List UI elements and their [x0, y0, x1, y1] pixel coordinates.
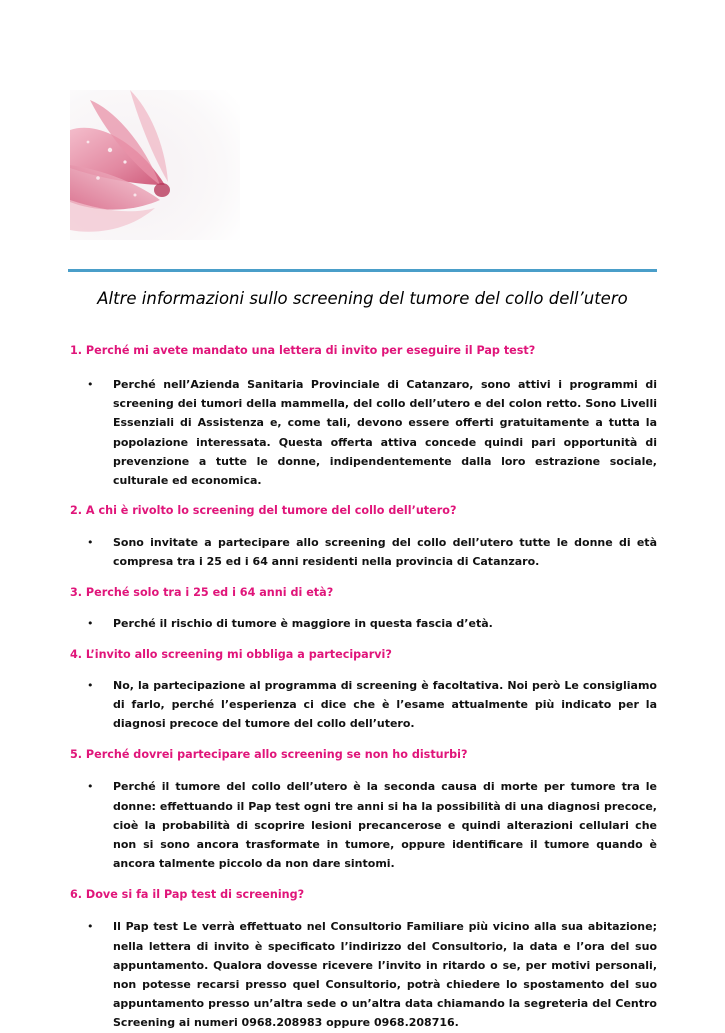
bullet-icon: •	[87, 920, 94, 934]
header-divider	[68, 269, 657, 272]
bullet-icon: •	[87, 780, 94, 794]
faq-question-4: 4. L’invito allo screening mi obbliga a parteciparvi?	[70, 647, 392, 661]
faq-answer-text: No, la partecipazione al programma di screening è facoltativa. Noi però Le consigliamo di farlo, perché l’esperienza ci dice che è l’esame attualmente più indicato per la diagnosi precoce del tumore del collo dell’utero.	[113, 678, 657, 731]
faq-answer-1	[70, 375, 657, 490]
bullet-icon: •	[87, 616, 94, 630]
faq-answer-text: Sono invitate a partecipare allo screening del collo dell’utero tutte le donne di età compresa tra i 25 ed i 64 anni residenti nella provincia di Catanzaro.	[113, 536, 657, 569]
faq-question-5: 5. Perché dovrei partecipare allo screening se non ho disturbi?	[70, 748, 468, 762]
bullet-icon: •	[87, 678, 94, 692]
faq-section	[70, 342, 657, 1033]
faq-question-2: 2. A chi è rivolto lo screening del tumore del collo dell’utero?	[70, 504, 457, 518]
document-title: Altre informazioni sullo screening del tumore del collo dell’utero	[97, 289, 628, 308]
faq-question-3: 3. Perché solo tra i 25 ed i 64 anni di età?	[70, 585, 334, 599]
faq-answer-5	[70, 777, 657, 873]
faq-answer-text: Perché il rischio di tumore è maggiore in questa fascia d’età.	[113, 616, 493, 630]
faq-question-6: 6. Dove si fa il Pap test di screening?	[70, 888, 305, 902]
faq-answer-4	[70, 676, 657, 734]
faq-question-1: 1. Perché mi avete mandato una lettera di invito per eseguire il Pap test?	[70, 344, 536, 357]
faq-answer-6	[70, 917, 657, 1032]
faq-answer-text: Perché il tumore del collo dell’utero è la seconda causa di morte per tumore tra le donne: effettuando il Pap test ogni tre anni si ha la possibilità di una diagnosi precoce, cioè la probabilità di scoprire lesioni precancerose e quindi alterazioni cellulari che non si sono ancora trasformate in tumore, oppure identificare il tumore quando è ancora talmente piccolo da non dare sintomi.	[113, 780, 657, 871]
bullet-icon: •	[87, 536, 94, 550]
faq-answer-text: Perché nell’Azienda Sanitaria Provinciale di Catanzaro, sono attivi i programmi di screening dei tumori della mammella, del collo dell’utero e del colon retto. Sono Livelli Essenziali di Assistenza e, come tali, devono essere offerti gratuitamente a tutta la popolazione interessata. Questa offerta attiva concede quindi pari opportunità di prevenzione a tutte le donne, indipendentemente dalla loro estrazione sociale, culturale ed economica.	[113, 378, 657, 488]
faq-answer-3	[70, 614, 657, 633]
flower-image	[70, 90, 240, 240]
faq-answer-2	[70, 533, 657, 571]
faq-answer-text: Il Pap test Le verrà effettuato nel Consultorio Familiare più vicino alla sua abitazione; nella lettera di invito è specificato l’indirizzo del Consultorio, la data e l’ora del suo appuntamento. Qualora dovesse ricevere l’invito in ritardo o se, per motivi personali, non potesse recarsi presso quel Consultorio, potrà chiedere lo spostamento del suo appuntamento presso un’altra sede o un’altra data chiamando la segreteria del Centro Screening ai numeri 0968.208983 oppure 0968.208716.	[113, 920, 657, 1030]
bullet-icon: •	[87, 378, 94, 391]
